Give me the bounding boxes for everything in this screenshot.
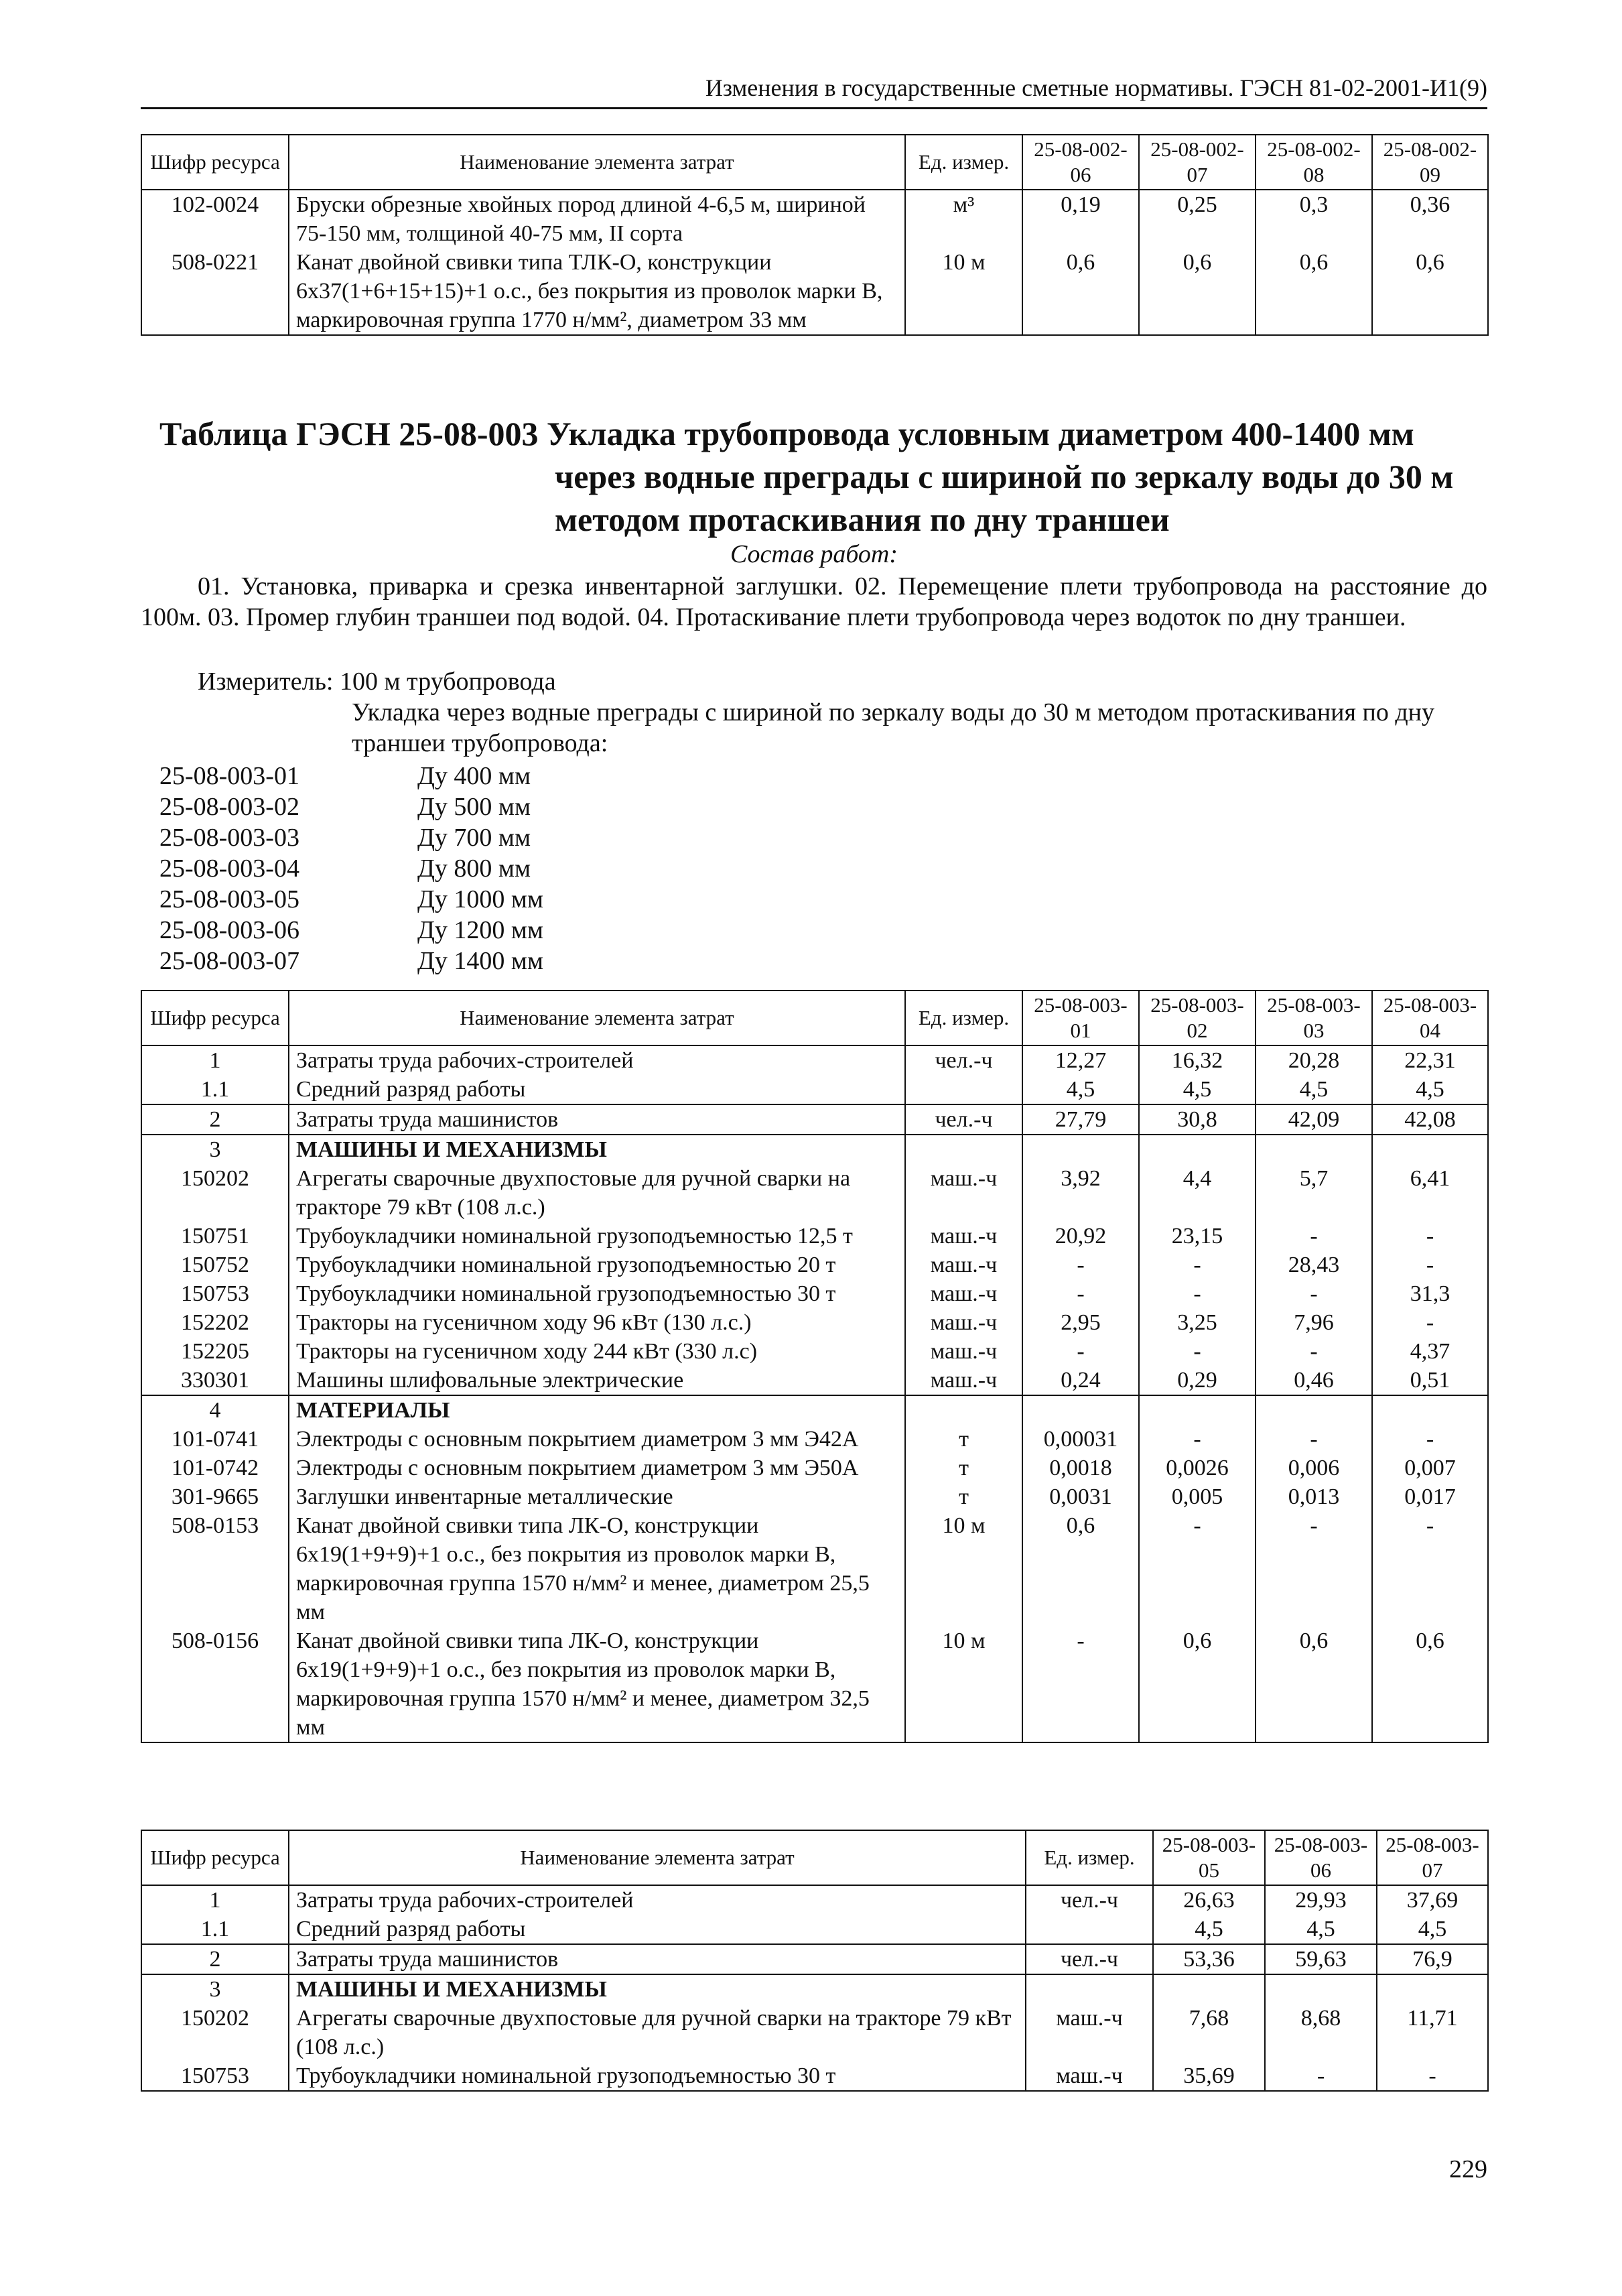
value-cell: 27,79 bbox=[1022, 1104, 1139, 1135]
value-cell: 0,24 bbox=[1022, 1366, 1139, 1395]
norm-table-25-08-003-01-04 bbox=[141, 990, 1489, 1743]
column-header: 25-08-003-04 bbox=[1372, 991, 1488, 1045]
cost-item-name: МАТЕРИАЛЫ bbox=[289, 1395, 905, 1425]
table-row bbox=[141, 1454, 1488, 1482]
value-cell bbox=[1377, 1974, 1488, 2004]
resource-code: 1.1 bbox=[141, 1915, 289, 1944]
resource-code: 150753 bbox=[141, 2061, 289, 2091]
unit bbox=[1026, 1974, 1153, 2004]
unit bbox=[905, 1395, 1022, 1425]
value-cell: - bbox=[1022, 1337, 1139, 1366]
norm-code: 25-08-003-04 bbox=[159, 854, 299, 883]
unit: маш.-ч bbox=[905, 1164, 1022, 1222]
table-row bbox=[141, 1135, 1488, 1164]
value-cell bbox=[1022, 1135, 1139, 1164]
column-header: 25-08-002-09 bbox=[1372, 135, 1488, 190]
unit bbox=[905, 1135, 1022, 1164]
unit: т bbox=[905, 1454, 1022, 1482]
value-cell: 3,25 bbox=[1139, 1308, 1256, 1337]
norm-code-label: Ду 800 мм bbox=[417, 854, 531, 883]
column-header: 25-08-003-03 bbox=[1256, 991, 1372, 1045]
unit: т bbox=[905, 1425, 1022, 1454]
resource-code: 101-0742 bbox=[141, 1454, 289, 1482]
table-row bbox=[141, 1366, 1488, 1395]
value-cell: 0,6 bbox=[1372, 1627, 1488, 1742]
task-description: Укладка через водные преграды с шириной по зеркалу воды до 30 м методом протаскивания по дну траншеи трубопровода: bbox=[352, 698, 1434, 757]
value-cell: 0,0026 bbox=[1139, 1454, 1256, 1482]
value-cell: 0,36 bbox=[1372, 190, 1488, 248]
table-row bbox=[141, 1337, 1488, 1366]
value-cell bbox=[1022, 1395, 1139, 1425]
unit: маш.-ч bbox=[1026, 2061, 1153, 2091]
resource-code: 301-9665 bbox=[141, 1482, 289, 1511]
value-cell: - bbox=[1022, 1251, 1139, 1279]
measurer-label: Измеритель: bbox=[198, 667, 334, 696]
value-cell: 0,00031 bbox=[1022, 1425, 1139, 1454]
value-cell: 16,32 bbox=[1139, 1045, 1256, 1075]
value-cell: 59,63 bbox=[1265, 1944, 1377, 1974]
value-cell: 12,27 bbox=[1022, 1045, 1139, 1075]
cost-item-name: Канат двойной свивки типа ТЛК-О, конструкции 6х37(1+6+15+15)+1 о.с., без покрытия из проволок марки В, маркировочная группа 1770 н/мм², диаметром 33 мм bbox=[289, 248, 905, 335]
value-cell: 5,7 bbox=[1256, 1164, 1372, 1222]
norm-code-label: Ду 1400 мм bbox=[417, 947, 544, 975]
value-cell bbox=[1372, 1135, 1488, 1164]
table-row bbox=[141, 1915, 1488, 1944]
column-header: Шифр ресурса bbox=[141, 991, 289, 1045]
resource-code: 101-0741 bbox=[141, 1425, 289, 1454]
unit: маш.-ч bbox=[905, 1251, 1022, 1279]
column-header: Ед. измер. bbox=[905, 135, 1022, 190]
list-item bbox=[159, 915, 543, 946]
table-body bbox=[141, 1830, 1488, 2091]
header-rule bbox=[141, 107, 1487, 109]
cost-item-name: Трубоукладчики номинальной грузоподъемностью 20 т bbox=[289, 1251, 905, 1279]
value-cell: 0,46 bbox=[1256, 1366, 1372, 1395]
value-cell: - bbox=[1372, 1251, 1488, 1279]
value-cell: - bbox=[1256, 1511, 1372, 1627]
resource-code: 508-0156 bbox=[141, 1627, 289, 1742]
cost-item-name: Затраты труда машинистов bbox=[289, 1944, 1026, 1974]
table-header-row bbox=[141, 1830, 1488, 1885]
value-cell: 20,28 bbox=[1256, 1045, 1372, 1075]
resource-code: 3 bbox=[141, 1135, 289, 1164]
value-cell: 0,006 bbox=[1256, 1454, 1372, 1482]
unit: м³ bbox=[905, 190, 1022, 248]
column-header: 25-08-003-07 bbox=[1377, 1830, 1488, 1885]
list-item bbox=[159, 822, 543, 853]
unit: маш.-ч bbox=[1026, 2004, 1153, 2061]
norm-code: 25-08-003-02 bbox=[159, 793, 299, 821]
value-cell: - bbox=[1377, 2061, 1488, 2091]
norm-codes-list bbox=[159, 761, 543, 976]
unit: 10 м bbox=[905, 248, 1022, 335]
column-header: 25-08-003-01 bbox=[1022, 991, 1139, 1045]
value-cell: - bbox=[1265, 2061, 1377, 2091]
cost-item-name: Агрегаты сварочные двухпостовые для ручной сварки на тракторе 79 кВт (108 л.с.) bbox=[289, 1164, 905, 1222]
value-cell bbox=[1372, 1395, 1488, 1425]
table-row bbox=[141, 1104, 1488, 1135]
table-row bbox=[141, 1075, 1488, 1104]
value-cell: 8,68 bbox=[1265, 2004, 1377, 2061]
resource-code: 508-0221 bbox=[141, 248, 289, 335]
value-cell: 23,15 bbox=[1139, 1222, 1256, 1251]
norm-code: 25-08-003-06 bbox=[159, 916, 299, 944]
table-row bbox=[141, 1222, 1488, 1251]
unit: 10 м bbox=[905, 1511, 1022, 1627]
resource-code: 2 bbox=[141, 1104, 289, 1135]
resource-code: 150751 bbox=[141, 1222, 289, 1251]
resource-code: 150753 bbox=[141, 1279, 289, 1308]
table-row bbox=[141, 1279, 1488, 1308]
measurer-value: 100 м трубопровода bbox=[340, 667, 556, 696]
value-cell: - bbox=[1372, 1511, 1488, 1627]
value-cell: 29,93 bbox=[1265, 1885, 1377, 1915]
resource-code: 3 bbox=[141, 1974, 289, 2004]
value-cell: 0,25 bbox=[1139, 190, 1256, 248]
value-cell: 4,5 bbox=[1256, 1075, 1372, 1104]
norm-code-label: Ду 1200 мм bbox=[417, 916, 544, 944]
cost-item-name: Средний разряд работы bbox=[289, 1915, 1026, 1944]
norm-code-label: Ду 1000 мм bbox=[417, 885, 544, 913]
table-row bbox=[141, 1395, 1488, 1425]
cost-item-name: Затраты труда рабочих-строителей bbox=[289, 1045, 905, 1075]
value-cell: 22,31 bbox=[1372, 1045, 1488, 1075]
table-row bbox=[141, 1974, 1488, 2004]
list-item bbox=[159, 761, 543, 791]
value-cell: 42,08 bbox=[1372, 1104, 1488, 1135]
value-cell: 0,6 bbox=[1139, 1627, 1256, 1742]
cost-item-name: Канат двойной свивки типа ЛК-О, конструкции 6х19(1+9+9)+1 о.с., без покрытия из проволок марки В, маркировочная группа 1570 н/мм² и менее, диаметром 25,5 мм bbox=[289, 1511, 905, 1627]
value-cell: - bbox=[1256, 1337, 1372, 1366]
list-item bbox=[159, 884, 543, 915]
table-row bbox=[141, 1511, 1488, 1627]
unit: маш.-ч bbox=[905, 1222, 1022, 1251]
value-cell: 4,5 bbox=[1139, 1075, 1256, 1104]
column-header: Наименование элемента затрат bbox=[289, 1830, 1026, 1885]
unit: маш.-ч bbox=[905, 1366, 1022, 1395]
value-cell: - bbox=[1372, 1308, 1488, 1337]
cost-item-name: Машины шлифовальные электрические bbox=[289, 1366, 905, 1395]
value-cell: 0,6 bbox=[1022, 248, 1139, 335]
table-row bbox=[141, 190, 1488, 248]
cost-item-name: Затраты труда рабочих-строителей bbox=[289, 1885, 1026, 1915]
value-cell: - bbox=[1372, 1222, 1488, 1251]
unit bbox=[1026, 1915, 1153, 1944]
work-composition-text: 01. Установка, приварка и срезка инвентарной заглушки. 02. Перемещение плети трубопровода на расстояние до 100м. 03. Промер глубин траншеи под водой. 04. Протаскивание плети трубопровода через водоток по дну траншеи. bbox=[141, 572, 1487, 631]
value-cell: 4,4 bbox=[1139, 1164, 1256, 1222]
table-row bbox=[141, 1425, 1488, 1454]
cost-item-name: Заглушки инвентарные металлические bbox=[289, 1482, 905, 1511]
value-cell bbox=[1139, 1395, 1256, 1425]
page-number: 229 bbox=[1449, 2155, 1487, 2183]
table-row bbox=[141, 1627, 1488, 1742]
value-cell: 7,68 bbox=[1153, 2004, 1265, 2061]
list-item bbox=[159, 853, 543, 884]
cost-item-name: Бруски обрезные хвойных пород длиной 4-6,5 м, шириной 75-150 мм, толщиной 40-75 мм, II сорта bbox=[289, 190, 905, 248]
value-cell: - bbox=[1022, 1279, 1139, 1308]
value-cell: 0,0018 bbox=[1022, 1454, 1139, 1482]
table-row bbox=[141, 1045, 1488, 1075]
unit: чел.-ч bbox=[1026, 1885, 1153, 1915]
table-row bbox=[141, 1251, 1488, 1279]
column-header: 25-08-002-06 bbox=[1022, 135, 1139, 190]
cost-item-name: Тракторы на гусеничном ходу 96 кВт (130 л.с.) bbox=[289, 1308, 905, 1337]
value-cell bbox=[1256, 1135, 1372, 1164]
table-header-row bbox=[141, 991, 1488, 1045]
section-title-line: через водные преграды с шириной по зеркалу воды до 30 м bbox=[555, 458, 1454, 495]
table-header-row bbox=[141, 135, 1488, 190]
value-cell: 37,69 bbox=[1377, 1885, 1488, 1915]
unit: маш.-ч bbox=[905, 1308, 1022, 1337]
resource-code: 152202 bbox=[141, 1308, 289, 1337]
value-cell: 4,5 bbox=[1022, 1075, 1139, 1104]
section-title-line: Таблица ГЭСН 25-08-003 Укладка трубопровода условным диаметром 400-1400 мм bbox=[159, 415, 1414, 452]
value-cell: 0,6 bbox=[1022, 1511, 1139, 1627]
value-cell: - bbox=[1139, 1511, 1256, 1627]
value-cell: 28,43 bbox=[1256, 1251, 1372, 1279]
norm-table-25-08-003-05-07 bbox=[141, 1830, 1489, 2092]
resource-code: 1 bbox=[141, 1885, 289, 1915]
value-cell: 4,5 bbox=[1372, 1075, 1488, 1104]
value-cell: - bbox=[1139, 1279, 1256, 1308]
value-cell bbox=[1139, 1135, 1256, 1164]
unit: чел.-ч bbox=[905, 1045, 1022, 1075]
value-cell: 0,29 bbox=[1139, 1366, 1256, 1395]
value-cell: 0,19 bbox=[1022, 190, 1139, 248]
value-cell: 0,6 bbox=[1139, 248, 1256, 335]
unit: чел.-ч bbox=[1026, 1944, 1153, 1974]
cost-item-name: Трубоукладчики номинальной грузоподъемностью 30 т bbox=[289, 1279, 905, 1308]
column-header: Ед. измер. bbox=[905, 991, 1022, 1045]
norm-table-25-08-002 bbox=[141, 134, 1489, 336]
table-row bbox=[141, 248, 1488, 335]
list-item bbox=[159, 946, 543, 976]
value-cell: 0,3 bbox=[1256, 190, 1372, 248]
value-cell: - bbox=[1139, 1337, 1256, 1366]
table-row bbox=[141, 1482, 1488, 1511]
column-header: 25-08-003-05 bbox=[1153, 1830, 1265, 1885]
table-row bbox=[141, 1164, 1488, 1222]
column-header: Шифр ресурса bbox=[141, 135, 289, 190]
unit: 10 м bbox=[905, 1627, 1022, 1742]
resource-code: 150202 bbox=[141, 1164, 289, 1222]
running-header: Изменения в государственные сметные нормативы. ГЭСН 81-02-2001-И1(9) bbox=[705, 74, 1487, 101]
column-header: Шифр ресурса bbox=[141, 1830, 289, 1885]
norm-code: 25-08-003-03 bbox=[159, 824, 299, 852]
value-cell bbox=[1153, 1974, 1265, 2004]
column-header: 25-08-003-02 bbox=[1139, 991, 1256, 1045]
resource-code: 1 bbox=[141, 1045, 289, 1075]
norm-code: 25-08-003-01 bbox=[159, 762, 299, 790]
value-cell: 30,8 bbox=[1139, 1104, 1256, 1135]
resource-code: 102-0024 bbox=[141, 190, 289, 248]
resource-code: 330301 bbox=[141, 1366, 289, 1395]
value-cell: 4,5 bbox=[1153, 1915, 1265, 1944]
value-cell: 6,41 bbox=[1372, 1164, 1488, 1222]
table-row bbox=[141, 2061, 1488, 2091]
norm-code: 25-08-003-05 bbox=[159, 885, 299, 913]
norm-code-label: Ду 700 мм bbox=[417, 824, 531, 852]
value-cell: 0,013 bbox=[1256, 1482, 1372, 1511]
value-cell: - bbox=[1139, 1251, 1256, 1279]
value-cell: 0,6 bbox=[1256, 1627, 1372, 1742]
value-cell: - bbox=[1256, 1279, 1372, 1308]
table-row bbox=[141, 1308, 1488, 1337]
norm-code: 25-08-003-07 bbox=[159, 947, 299, 975]
value-cell: 0,6 bbox=[1372, 248, 1488, 335]
value-cell: 35,69 bbox=[1153, 2061, 1265, 2091]
table-body bbox=[141, 991, 1488, 1742]
value-cell: 4,5 bbox=[1265, 1915, 1377, 1944]
cost-item-name: Тракторы на гусеничном ходу 244 кВт (330 л.с) bbox=[289, 1337, 905, 1366]
value-cell: 42,09 bbox=[1256, 1104, 1372, 1135]
unit: чел.-ч bbox=[905, 1104, 1022, 1135]
value-cell: 26,63 bbox=[1153, 1885, 1265, 1915]
measurer bbox=[198, 667, 556, 696]
resource-code: 150202 bbox=[141, 2004, 289, 2061]
cost-item-name: МАШИНЫ И МЕХАНИЗМЫ bbox=[289, 1974, 1026, 2004]
column-header: 25-08-003-06 bbox=[1265, 1830, 1377, 1885]
unit bbox=[905, 1075, 1022, 1104]
table-row bbox=[141, 2004, 1488, 2061]
cost-item-name: Электроды с основным покрытием диаметром 3 мм Э50А bbox=[289, 1454, 905, 1482]
section-title bbox=[159, 412, 1486, 541]
value-cell: - bbox=[1256, 1425, 1372, 1454]
value-cell: - bbox=[1256, 1222, 1372, 1251]
value-cell: 0,005 bbox=[1139, 1482, 1256, 1511]
resource-code: 150752 bbox=[141, 1251, 289, 1279]
cost-item-name: Затраты труда машинистов bbox=[289, 1104, 905, 1135]
resource-code: 4 bbox=[141, 1395, 289, 1425]
work-composition-title: Состав работ: bbox=[730, 540, 898, 568]
value-cell: 0,6 bbox=[1256, 248, 1372, 335]
unit: т bbox=[905, 1482, 1022, 1511]
list-item bbox=[159, 791, 543, 822]
cost-item-name: Электроды с основным покрытием диаметром 3 мм Э42А bbox=[289, 1425, 905, 1454]
value-cell bbox=[1265, 1974, 1377, 2004]
resource-code: 152205 bbox=[141, 1337, 289, 1366]
unit: маш.-ч bbox=[905, 1279, 1022, 1308]
value-cell bbox=[1256, 1395, 1372, 1425]
column-header: 25-08-002-08 bbox=[1256, 135, 1372, 190]
value-cell: 7,96 bbox=[1256, 1308, 1372, 1337]
cost-item-name: Канат двойной свивки типа ЛК-О, конструкции 6х19(1+9+9)+1 о.с., без покрытия из проволок марки В, маркировочная группа 1570 н/мм² и менее, диаметром 32,5 мм bbox=[289, 1627, 905, 1742]
value-cell: 4,5 bbox=[1377, 1915, 1488, 1944]
resource-code: 2 bbox=[141, 1944, 289, 1974]
value-cell: 3,92 bbox=[1022, 1164, 1139, 1222]
unit: маш.-ч bbox=[905, 1337, 1022, 1366]
value-cell: 20,92 bbox=[1022, 1222, 1139, 1251]
value-cell: - bbox=[1372, 1425, 1488, 1454]
cost-item-name: Трубоукладчики номинальной грузоподъемностью 30 т bbox=[289, 2061, 1026, 2091]
value-cell: 0,017 bbox=[1372, 1482, 1488, 1511]
value-cell: - bbox=[1022, 1627, 1139, 1742]
value-cell: 31,3 bbox=[1372, 1279, 1488, 1308]
norm-code-label: Ду 500 мм bbox=[417, 793, 531, 821]
norm-code-label: Ду 400 мм bbox=[417, 762, 531, 790]
value-cell: 4,37 bbox=[1372, 1337, 1488, 1366]
column-header: Наименование элемента затрат bbox=[289, 135, 905, 190]
section-title-line: методом протаскивания по дну траншеи bbox=[555, 501, 1170, 538]
column-header: Ед. измер. bbox=[1026, 1830, 1153, 1885]
value-cell: 11,71 bbox=[1377, 2004, 1488, 2061]
column-header: 25-08-002-07 bbox=[1139, 135, 1256, 190]
value-cell: 76,9 bbox=[1377, 1944, 1488, 1974]
resource-code: 1.1 bbox=[141, 1075, 289, 1104]
value-cell: 0,0031 bbox=[1022, 1482, 1139, 1511]
table-row bbox=[141, 1944, 1488, 1974]
value-cell: 53,36 bbox=[1153, 1944, 1265, 1974]
cost-item-name: Агрегаты сварочные двухпостовые для ручной сварки на тракторе 79 кВт (108 л.с.) bbox=[289, 2004, 1026, 2061]
value-cell: 0,007 bbox=[1372, 1454, 1488, 1482]
value-cell: 2,95 bbox=[1022, 1308, 1139, 1337]
column-header: Наименование элемента затрат bbox=[289, 991, 905, 1045]
cost-item-name: Трубоукладчики номинальной грузоподъемностью 12,5 т bbox=[289, 1222, 905, 1251]
table-row bbox=[141, 1885, 1488, 1915]
value-cell: 0,51 bbox=[1372, 1366, 1488, 1395]
value-cell: - bbox=[1139, 1425, 1256, 1454]
cost-item-name: МАШИНЫ И МЕХАНИЗМЫ bbox=[289, 1135, 905, 1164]
cost-item-name: Средний разряд работы bbox=[289, 1075, 905, 1104]
resource-code: 508-0153 bbox=[141, 1511, 289, 1627]
